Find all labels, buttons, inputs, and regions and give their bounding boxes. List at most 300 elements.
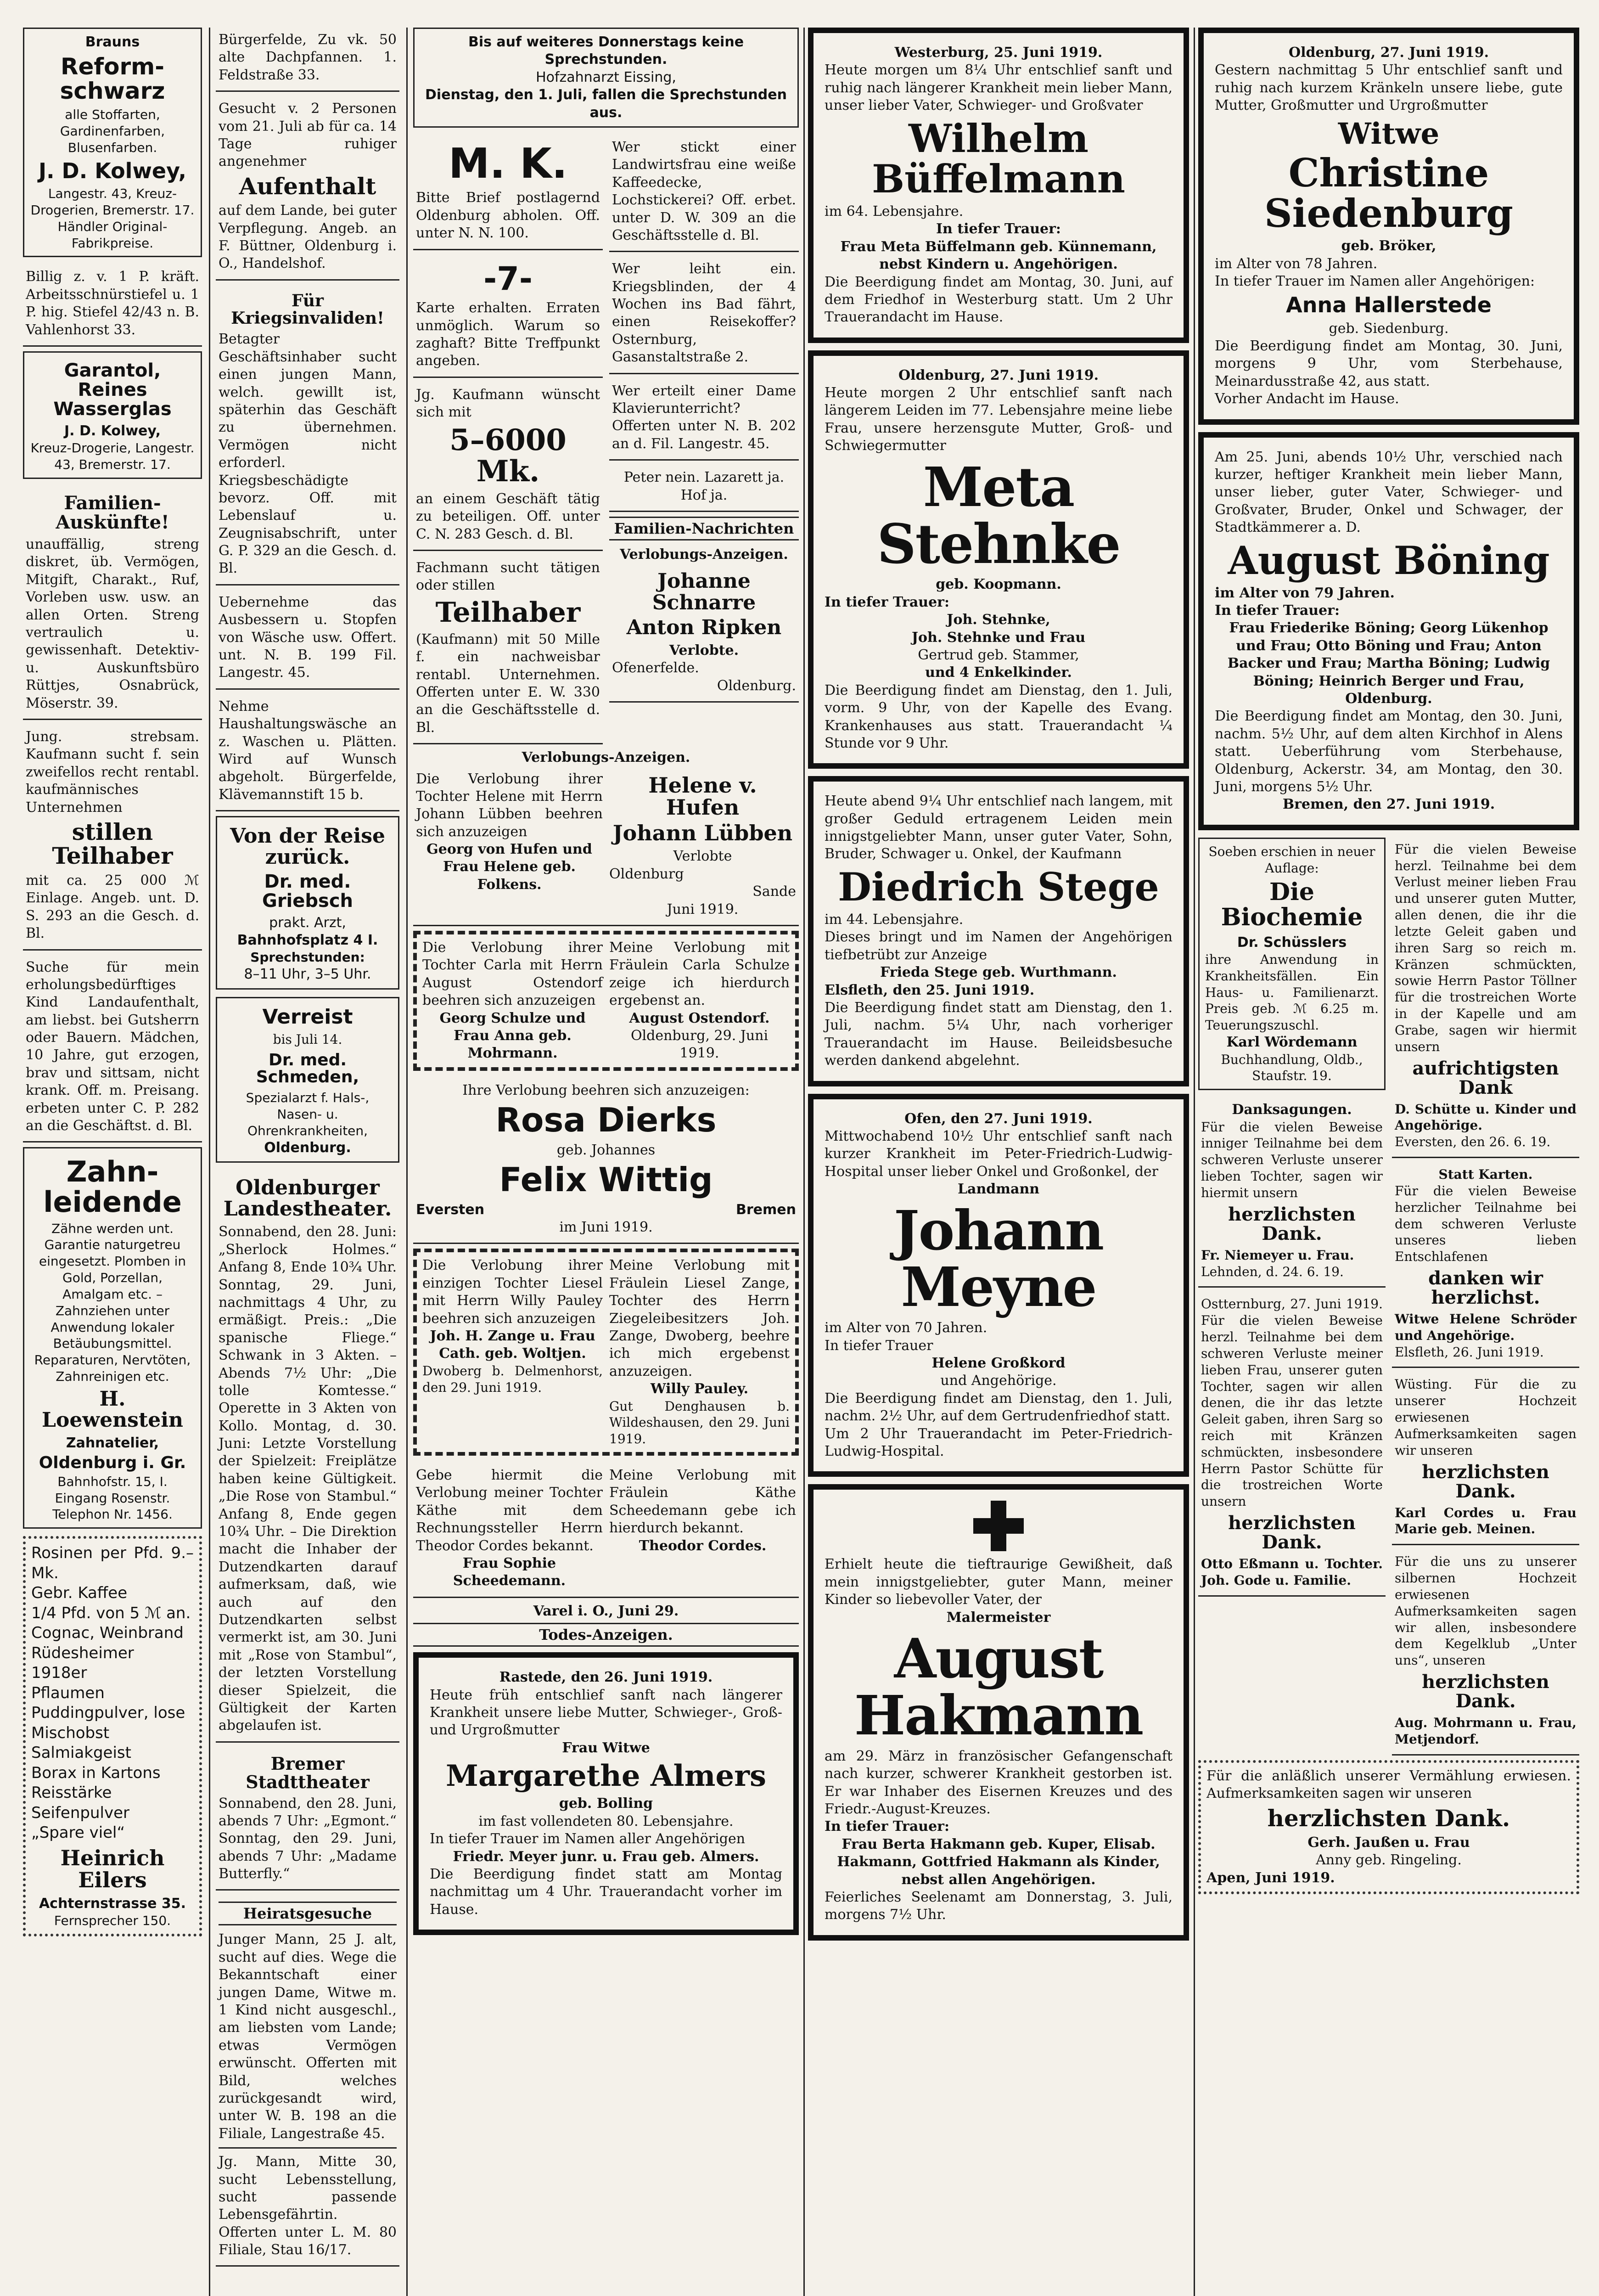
ad-place: Bremen, den 27. Juni 1919. bbox=[1282, 796, 1495, 813]
ad-birthname: geb. Bolling bbox=[559, 1795, 653, 1812]
ad-verlobung-zange bbox=[413, 1249, 799, 1456]
ad-address: Kreuz-Drogerie, Langestr. 43, Bremerstr. 17. bbox=[30, 440, 195, 473]
ad-name: Rosa Dierks bbox=[495, 1101, 717, 1140]
ad-body: Betagter Geschäftsinhaber sucht einen jungen Mann, welch. gewillt ist, späterhin das Geschäft zu übernehmen. Vermögen nicht erforderl. Kriegsbeschädigte bevorz. Off. mit Lebenslauf u. Zeugnisabschrift, unter G. P. 329 an die Gesch. d. Bl. bbox=[219, 331, 397, 577]
section-header: Todes-Anzeigen. bbox=[413, 1623, 799, 1647]
ad-signature: Joh. Stehnke, bbox=[947, 612, 1050, 628]
ad-address: Achternstrasse 35. bbox=[39, 1895, 186, 1912]
ad-intro: Fachmann sucht tätigen oder stillen bbox=[416, 560, 600, 594]
column-1 bbox=[23, 28, 202, 2296]
ad-body: Zähne werden unt. Garantie naturgetreu eingesetzt. Plomben in Gold, Porzellan, Amalgam etc. – Zahnziehen unter Anwendung lokaler Betäubungsmittel. Reparaturen, Nervtöten, Zahnreinigen etc. bbox=[34, 1221, 191, 1384]
ad-text: In tiefer Trauer im Namen aller Angehörigen bbox=[430, 1831, 746, 1847]
ad-funeral: Die Beerdigung findet am Montag, den 30. Juni, nachm. 5½ Uhr, auf dem alten Kirchhof in Alens statt. Ueberführung vom Sterbehause, Oldenburg, Ackerstr. 34, am Montag, den 30. Juni, morgens 5½ Uhr. bbox=[1215, 708, 1563, 795]
ad-signature: Anny geb. Ringeling. bbox=[1316, 1852, 1462, 1868]
ad-label: Verlobte bbox=[673, 848, 732, 865]
ad-title: Von der Reise zurück. bbox=[230, 824, 386, 869]
ad-places bbox=[416, 1201, 796, 1219]
ad-text: Junger Mann, 25 J. alt, sucht auf dies. Wege die Bekanntschaft einer jungen Dame, Witwe m. 1 Kind nicht ausgeschl., am liebsten vom Lande; etwas Vermögen erwünscht. Offerten mit Bild, welches zurückgesandt wird, unter W. B. 198 an die Filiale, Langestraße 45. bbox=[219, 1931, 397, 2142]
ad-place: Elsfleth, den 25. Juni 1919. bbox=[825, 982, 1035, 998]
price-list-item: Cognac, Weinbrand bbox=[31, 1624, 184, 1643]
ad-text: Gebe hiermit die Verlobung meiner Tochter Käthe mit dem Rechnungssteller Herrn Theodor Cordes bekannt. bbox=[416, 1467, 603, 1554]
ad-place: Gut Denghausen b. Wildeshausen, den 29. Juni 1919. bbox=[609, 1398, 790, 1447]
ad-city: Oldenburg i. Gr. bbox=[39, 1453, 186, 1472]
ad-until: bis Juli 14. bbox=[273, 1031, 342, 1047]
ad-shop: J. D. Kolwey, bbox=[64, 423, 161, 439]
ad-title: Die Biochemie bbox=[1221, 878, 1363, 932]
ad-signature: und 4 Enkelkinder. bbox=[925, 664, 1072, 681]
ad-signature: Gerh. Jaußen u. Frau bbox=[1307, 1835, 1470, 1851]
obituary-siedenburg bbox=[1198, 28, 1579, 425]
ad-phone: Fernsprecher 150. bbox=[54, 1913, 171, 1928]
ad-text: In tiefer Trauer: bbox=[1215, 602, 1340, 619]
ad-text: Meine Verlobung mit Fräulein Liesel Zange, Tochter des Herrn Ziegeleibesitzers Joh. Zange, Dwoberg, beehre ich mich ergebenst anzuzeigen. bbox=[609, 1257, 790, 1379]
ad-signature: Fr. Niemeyer u. Frau. bbox=[1201, 1247, 1354, 1263]
ad-danksagung-mohrmann bbox=[1392, 1550, 1579, 1755]
ad-hours: 8–11 Uhr, 3–5 Uhr. bbox=[244, 966, 371, 983]
ad-date: Oldenburg, 27. Juni 1919. bbox=[1288, 45, 1489, 61]
ad-text: Für die vielen Beweise herzlicher Teilnahme bei dem schweren Verluste unseres lieben Entschlafenen bbox=[1395, 1183, 1577, 1265]
ad-birthname: geb. Koopmann. bbox=[936, 576, 1061, 593]
column-rule bbox=[209, 28, 210, 2296]
ad-lazarett bbox=[609, 465, 799, 512]
ad-text: Ostternburg, 27. Juni 1919. Für die vielen Beweise herzl. Teilnahme bei dem schweren Verluste meiner lieben Frau, unserer guten Tochter, sagen wir allen denen, die ihr das letzte Geleit gaben, ihren Sarg so reich mit Kränzen schmückten, insbesondere Herrn Pastor Schütte für die trostreichen Worte unsern bbox=[1201, 1296, 1383, 1509]
deceased-name: August Hakmann bbox=[854, 1626, 1143, 1747]
section-subheader: Verlobungs-Anzeigen. bbox=[522, 749, 690, 766]
ad-left bbox=[422, 1257, 603, 1447]
column-rule bbox=[803, 28, 805, 2296]
ad-place: Eversten bbox=[416, 1201, 485, 1218]
ad-name: Dr. med. Schmeden, bbox=[256, 1050, 359, 1087]
ad-title: herzlichsten Dank. bbox=[1422, 1671, 1549, 1712]
ad-text: Bürgerfelde, Zu vk. 50 alte Dachpfannen. 1. Feldstraße 33. bbox=[219, 32, 397, 83]
ad-name: Helene v. Hufen bbox=[648, 772, 757, 820]
ad-place: Varel i. O., Juni 29. bbox=[533, 1603, 679, 1619]
ad-date: Rastede, den 26. Juni 1919. bbox=[499, 1669, 713, 1686]
ad-title: Witwe bbox=[1338, 116, 1440, 151]
section-subheader: Statt Karten. bbox=[1438, 1167, 1533, 1182]
ad-body: Sonnabend, den 28. Juni: „Sherlock Holmes.“ Anfang 8, Ende 10¾ Uhr. Sonntag, 29. Juni, nachmittags 4 Uhr, zu ermäßigt. Preis.: „Die spanische Fliege.“ Schwank in 3 Akten. – Abends 7½ Uhr: „Die tolle Komtesse.“ Operette in 3 Akten von Kollo. Montag, d. 30. Juni: Letzte Vorstellung der Spielzeit: Freiplätze haben keine Gültigkeit. „Die Rose von Stambul.“ Anfang 8, Ende gegen 10¾ Uhr. – Die Direktion macht die Inhaber der Dutzendkarten darauf aufmerksam, daß, wie auch auf den Dutzendkarten selbst vermerkt ist, am 30. Juni mit „Rose von Stambul“, der letzten Vorstellung dieser Spielzeit, die Gültigkeit der Karten abgelaufen ist. bbox=[219, 1224, 397, 1734]
small-ads-left bbox=[1198, 838, 1386, 1760]
ad-address: Langestr. 43, Kreuz-Drogerien, Bremerstr. 17. Händler Original-Fabrikpreise. bbox=[30, 186, 195, 251]
ad-funeral: Vorher Andacht im Hause. bbox=[1215, 391, 1399, 407]
ad-signature: Georg von Hufen und Frau Helene geb. Folkens. bbox=[426, 841, 592, 893]
ad-title: -7- bbox=[483, 259, 533, 298]
ad-body: unauffällig, streng diskret, üb. Vermögen, Mitgift, Charakt., Ruf, Vorleben usw. usw. an allen Orten. Streng vertraulich u. gewissenhaft. Detektiv- u. Auskunftsbüro Rüttjes, Osnabrück, Möserstr. 39. bbox=[26, 536, 199, 711]
ad-danksagung-schroeder bbox=[1392, 1163, 1579, 1368]
ad-name: Felix Wittig bbox=[499, 1160, 713, 1199]
ad-verlobung-dierks bbox=[413, 1078, 799, 1244]
ad-verlobung-schulze bbox=[413, 931, 799, 1071]
ad-text: Die Verlobung ihrer Tochter Carla mit Herrn August Ostendorf beehren sich anzuzeigen bbox=[422, 939, 603, 1009]
ad-signature: Anna Hallerstede bbox=[1286, 293, 1492, 318]
ad-body: (Kaufmann) mit 50 Mille f. ein nachweisbar rentabl. Unternehmen. Offerten unter E. W. 330 an die Geschäftsstelle d. Bl. bbox=[416, 631, 600, 736]
ad-reisekoffer bbox=[609, 257, 799, 374]
ad-kaufmann bbox=[413, 383, 603, 551]
ad-title: aufrichtigsten Dank bbox=[1412, 1057, 1559, 1098]
ad-auskuenfte bbox=[23, 486, 202, 720]
ad-title: Oldenburger Landestheater. bbox=[223, 1176, 392, 1221]
ad-title: herzlichsten Dank. bbox=[1422, 1461, 1549, 1502]
ad-age: im 64. Lebensjahre. bbox=[825, 203, 964, 219]
deceased-name: Wilhelm Büffelmann bbox=[872, 115, 1125, 202]
small-ads-right bbox=[1392, 838, 1579, 1760]
column-rule bbox=[1194, 28, 1195, 2296]
ad-place: Oldenburg. bbox=[717, 677, 796, 694]
small-ads-row bbox=[413, 135, 799, 749]
ad-author: Dr. Schüsslers bbox=[1237, 934, 1347, 951]
column-rule bbox=[406, 28, 408, 2296]
ad-signature: Witwe Helene Schröder und Angehörige. bbox=[1395, 1311, 1577, 1343]
deceased-name: Meta Stehnke bbox=[877, 455, 1120, 576]
ad-date: Ofen, den 27. Juni 1919. bbox=[904, 1110, 1093, 1127]
ad-kriegsinvaliden bbox=[216, 285, 399, 585]
ad-body: ihre Anwendung in Krankheitsfällen. Ein Haus- u. Familienarzt. Preis geb. ℳ 6.25 m. Teuerungszuschl. bbox=[1205, 952, 1379, 1033]
ad-left bbox=[422, 939, 603, 1063]
ad-body: mit ca. 25 000 ℳ Einlage. Angeb. unt. D. S. 293 an die Gesch. d. Bl. bbox=[26, 872, 199, 942]
ad-right bbox=[609, 1257, 790, 1447]
ad-role: Zahnatelier, bbox=[66, 1435, 159, 1452]
ad-text: Wer stickt einer Landwirtsfrau eine weiße Kaffeedecke, Lochstickerei? Off. erbet. unter D. W. 309 an die Geschäftsstelle d. Bl. bbox=[612, 139, 796, 243]
ad-teilhaber-gesucht bbox=[413, 556, 603, 744]
ad-signature: Gertrud geb. Stammer, bbox=[918, 647, 1079, 663]
ad-eilers bbox=[23, 1536, 202, 1936]
ad-griebsch bbox=[216, 816, 399, 989]
deceased-name: Margarethe Almers bbox=[446, 1759, 766, 1794]
obituary-bueffelmann bbox=[808, 28, 1189, 343]
ad-title: Für Kriegsinvaliden! bbox=[231, 291, 384, 328]
deceased-name: Johann Meyne bbox=[893, 1198, 1104, 1319]
ad-title: danken wir herzlichst. bbox=[1428, 1267, 1543, 1308]
ad-place: Dwoberg b. Delmenhorst, den 29. Juni 1919. bbox=[422, 1363, 603, 1395]
ad-body: Karte erhalten. Erraten unmöglich. Warum so zaghaft? Bitte Treffpunkt angeben. bbox=[416, 300, 600, 369]
column-5 bbox=[1198, 28, 1579, 2296]
ad-text: Uebernehme das Ausbessern u. Stopfen von Wäsche usw. Offert. unt. N. B. 199 Fil. Langestr. 45. bbox=[219, 594, 397, 681]
price-list-item: Borax in Kartons bbox=[31, 1763, 161, 1782]
ad-right bbox=[609, 771, 796, 918]
ad-reformschwarz bbox=[23, 28, 202, 257]
ad-mk bbox=[413, 135, 603, 250]
ad-signature: Aug. Mohrmann u. Frau, Metjendorf. bbox=[1395, 1715, 1577, 1747]
ad-title: Zahn-leidende bbox=[43, 1155, 182, 1219]
column-3 bbox=[413, 28, 799, 2296]
ad-danksagung-jaussen bbox=[1198, 1760, 1579, 1894]
ad-title: Verreist bbox=[262, 1005, 353, 1029]
ad-funeral: Die Beerdigung findet am Dienstag, den 1. Juli, vorm. 9 Uhr, von der Kapelle des Evang. Krankenhauses aus statt. Trauerandacht ¼ Stunde vor 9 Uhr. bbox=[825, 682, 1173, 751]
ad-title: Familien-Auskünfte! bbox=[56, 492, 169, 534]
ad-name: Karl Wördemann bbox=[1226, 1034, 1358, 1051]
ad-signature: und Angehörige. bbox=[940, 1373, 1057, 1389]
ad-birthname: geb. Johannes bbox=[556, 1142, 656, 1158]
ad-text: Die Verlobung ihrer Tochter Helene mit Herrn Johann Lübben beehren sich anzuzeigen bbox=[416, 771, 603, 840]
ad-landestheater bbox=[216, 1170, 399, 1743]
section-header: Heiratsgesuche bbox=[219, 1902, 397, 1925]
ad-body: alle Stoffarten, Gardinenfarben, Blusenfarben. bbox=[60, 107, 165, 156]
ad-landaufenthalt bbox=[23, 955, 202, 1143]
price-list bbox=[31, 1543, 194, 1843]
ad-text: Heute morgen 2 Uhr entschlief sanft nach längerem Leiden im 77. Lebensjahre meine liebe Frau, unsere herzensgute Mutter, Groß- und Schwiegermutter bbox=[825, 385, 1173, 454]
ad-dachpfannen bbox=[216, 28, 399, 92]
ad-verlobung-hufen bbox=[413, 767, 799, 926]
ad-text: Für die vielen Beweise inniger Teilnahme bei dem schweren Verluste unserer lieben Tochter, sagen wir hiermit unsern bbox=[1201, 1119, 1383, 1200]
ad-text: In tiefer Trauer: bbox=[825, 594, 950, 610]
price-list-item: Reisstärke bbox=[31, 1784, 112, 1802]
ad-signature: Friedr. Meyer junr. u. Frau geb. Almers. bbox=[453, 1848, 759, 1865]
ad-address: Buchhandlung, Oldb., Staufstr. 19. bbox=[1221, 1052, 1363, 1084]
ad-text: am 29. März in französischer Gefangenschaft nach kurzer, schwerer Krankheit gestorben ist. Er war Inhaber des Eisernen Kreuzes und des Friedr.-August-Kreuzes. bbox=[825, 1748, 1173, 1817]
ad-stiefel bbox=[23, 264, 202, 347]
ad-bremer-stadttheater bbox=[216, 1747, 399, 1891]
ad-intro: Soeben erschien in neuer Auflage: bbox=[1208, 844, 1375, 876]
ad-signature: Frau Sophie Scheedemann. bbox=[453, 1555, 566, 1589]
ad-text: In tiefer Trauer bbox=[825, 1337, 933, 1354]
ad-text: Wer leiht ein. Kriegsblinden, der 4 Wochen ins Bad fährt, einen Reisekoffer? Osternburg, Gasanstaltstraße 2. bbox=[612, 261, 796, 366]
ad-text: Peter nein. Lazarett ja. Hof ja. bbox=[623, 469, 785, 503]
ad-signature: Otto Eßmann u. Tochter. Joh. Gode u. Familie. bbox=[1201, 1556, 1383, 1588]
ad-hours-label: Sprechstunden: bbox=[250, 950, 365, 965]
ad-role: prakt. Arzt, bbox=[269, 914, 346, 931]
ad-age: im Alter von 79 Jahren. bbox=[1215, 585, 1395, 601]
ad-zahnatelier bbox=[23, 1147, 202, 1529]
ad-signature: Frieda Stege geb. Wurthmann. bbox=[880, 964, 1117, 981]
ad-title: herzlichsten Dank. bbox=[1228, 1512, 1356, 1553]
obituary-stege bbox=[808, 776, 1189, 1086]
ad-body: an einem Geschäft tätig zu beteiligen. Off. unter C. N. 283 Gesch. d. Bl. bbox=[416, 490, 600, 542]
ad-text: Nehme Haushaltungswäsche an z. Waschen u. Plätten. Wird auf Wunsch abgeholt. Bürgerfelde, Klävemannstift 15 b. bbox=[219, 698, 397, 803]
deceased-name: Diedrich Stege bbox=[838, 864, 1159, 910]
ad-text: Meine Verlobung mit Fräulein Carla Schulze zeige ich hierdurch ergebenst an. bbox=[609, 939, 790, 1009]
ad-name: Johann Lübben bbox=[612, 821, 793, 846]
ad-seven bbox=[413, 255, 603, 378]
ad-text: In tiefer Trauer im Namen aller Angehörigen: bbox=[1215, 273, 1535, 289]
ad-funeral: Um 2 Uhr Trauerandacht im Peter-Friedrich-Ludwig-Hospital. bbox=[825, 1425, 1173, 1460]
price-list-item: Puddingpulver, lose bbox=[31, 1704, 185, 1722]
ad-funeral: Feierliches Seelenamt am Donnerstag, 3. Juli, morgens 7½ Uhr. bbox=[825, 1889, 1173, 1923]
ad-title: stillen Teilhaber bbox=[52, 818, 173, 870]
ad-role: Spezialarzt f. Hals-, Nasen- u. Ohrenkrankheiten, bbox=[246, 1090, 370, 1138]
ad-left bbox=[416, 1467, 603, 1590]
obituary-stehnke bbox=[808, 350, 1189, 769]
ad-text: Billig z. v. 1 P. kräft. Arbeitsschnürstiefel u. 1 P. hig. Stiefel 42/43 n. B. Vahlenhorst 33. bbox=[26, 269, 199, 338]
price-list-item: „Spare viel“ bbox=[31, 1823, 125, 1842]
ad-title: M. K. bbox=[448, 139, 567, 188]
ad-signature: Helene Großkord bbox=[931, 1355, 1066, 1372]
ad-right bbox=[609, 939, 790, 1063]
ad-text: Für die anläßlich unserer Vermählung erwiesen. Aufmerksamkeiten sagen wir unseren bbox=[1206, 1767, 1571, 1802]
price-list-item: Seifenpulver bbox=[31, 1803, 129, 1822]
ad-title: Frau Witwe bbox=[562, 1739, 650, 1756]
obituary-meyne bbox=[808, 1094, 1189, 1477]
ad-text: Erhielt heute die tieftraurige Gewißheit, daß mein innigstgeliebter, guter Mann, meiner Kinder so liebevoller Vater, der bbox=[825, 1556, 1173, 1608]
ad-title: Reform-schwarz bbox=[60, 53, 165, 104]
price-list-item: 1/4 Pfd. von 5 ℳ an. bbox=[31, 1604, 191, 1622]
ad-text: Heute abend 9¼ Uhr entschlief nach langem, mit großer Geduld ertragenem Leiden mein innigstgeliebter Mann, unser guter Vater, Sohn, Bruder, Schwager u. Onkel, der Kaufmann bbox=[825, 793, 1173, 862]
ad-intro: Jg. Kaufmann wünscht sich mit bbox=[416, 386, 600, 421]
ad-brand: Brauns bbox=[85, 34, 140, 50]
section-subheader: Danksagungen. bbox=[1232, 1102, 1352, 1118]
ad-role: Malermeister bbox=[946, 1609, 1051, 1626]
column-2 bbox=[216, 28, 399, 2296]
price-list-item: Gebr. Kaffee bbox=[31, 1584, 128, 1603]
ad-address: Bahnhofstr. 15, I. Eingang Rosenstr. bbox=[55, 1474, 170, 1506]
ad-name: Dr. med. Griebsch bbox=[262, 871, 353, 912]
ad-body: Bitte Brief postlagernd Oldenburg abholen. Off. unter N. N. 100. bbox=[416, 190, 600, 242]
ad-place: Elsfleth, 26. Juni 1919. bbox=[1395, 1344, 1544, 1360]
ad-place: Oldenburg bbox=[609, 866, 684, 882]
ad-signature: Frau Meta Büffelmann geb. Künnemann, bbox=[840, 238, 1157, 255]
ad-signature: Georg Schulze und Frau Anna geb. Mohrmann. bbox=[439, 1010, 586, 1062]
ad-text: Mittwochabend 10½ Uhr entschlief sanft nach kurzer Krankheit im Peter-Friedrich-Ludwig-Hospital unser lieber Onkel und Großonkel, der bbox=[825, 1128, 1173, 1180]
price-list-item: Rosinen per Pfd. 9.– Mk. bbox=[31, 1544, 194, 1582]
ad-age: im Alter von 78 Jahren. bbox=[1215, 255, 1378, 272]
ad-place: Oldenburg, 29. Juni 1919. bbox=[630, 1027, 769, 1062]
ad-text: Die Verlobung ihrer einzigen Tochter Liesel mit Herrn Willy Pauley beehren sich anzuzeigen bbox=[422, 1257, 603, 1327]
ad-funeral: Die Beerdigung findet am Montag, 30. Juni, morgens 9 Uhr, vom Sterbehause, Meinardusstraße 42, aus statt. bbox=[1215, 338, 1563, 389]
ad-signature: August Ostendorf. bbox=[629, 1010, 770, 1026]
ad-text: Bis auf weiteres Donnerstags keine Sprechstunden. bbox=[468, 34, 744, 68]
ad-danksagung-schuette bbox=[1392, 838, 1579, 1158]
ad-date: Oldenburg, 27. Juni 1919. bbox=[898, 367, 1099, 383]
ad-place: Ofenerfelde. bbox=[612, 660, 699, 676]
ad-text: Dieses bringt und im Namen der Angehörigen tiefbetrübt zur Anzeige bbox=[825, 929, 1173, 963]
ad-name: Anton Ripken bbox=[626, 615, 782, 639]
ad-signature: Willy Pauley. bbox=[650, 1381, 749, 1397]
ad-title: Aufenthalt bbox=[239, 172, 376, 200]
ad-body: Sonnabend, den 28. Juni, abends 7 Uhr: „Egmont.“ Sonntag, den 29. Juni, abends 7 Uhr: „Madame Butterfly.“ bbox=[219, 1795, 397, 1882]
ad-date: im Juni 1919. bbox=[559, 1219, 653, 1236]
ad-text: Wüsting. Für die zu unserer Hochzeit erwiesenen Aufmerksamkeiten sagen wir unseren bbox=[1395, 1377, 1577, 1458]
ad-shop: J. D. Kolwey, bbox=[38, 158, 187, 183]
ad-name: H. Loewenstein bbox=[42, 1387, 183, 1432]
ad-title: herzlichsten Dank. bbox=[1228, 1203, 1356, 1244]
ad-text: Jg. Mann, Mitte 30, sucht Lebensstellung, sucht passende Lebensgefährtin. Offerten unter L. M. 80 Filiale, Stau 16/17. bbox=[219, 2154, 397, 2258]
ad-place: Lehnden, d. 24. 6. 19. bbox=[1201, 1264, 1344, 1279]
ad-text: Am 25. Juni, abends 10½ Uhr, verschied nach kurzer, heftiger Krankheit mein lieber Mann, unser lieber, guter Vater, Schwieger- und Großvater, Bruder, Onkel und Schwager, der Stadtkämmerer a. D. bbox=[1215, 449, 1563, 536]
ad-date: Juni 1919. bbox=[667, 901, 739, 917]
column-4 bbox=[808, 28, 1189, 2296]
ad-verlobung-schnarre bbox=[609, 563, 799, 703]
ad-signature: D. Schütte u. Kinder und Angehörige. bbox=[1395, 1101, 1577, 1133]
ad-biochemie bbox=[1198, 838, 1386, 1090]
ad-signature: Karl Cordes u. Frau Marie geb. Meinen. bbox=[1395, 1505, 1577, 1537]
ad-text: Dienstag, den 1. Juli, fallen die Sprechstunden aus. bbox=[425, 87, 787, 121]
ad-signature: nebst Kindern u. Angehörigen. bbox=[879, 256, 1118, 273]
ad-place: Apen, Juni 1919. bbox=[1206, 1869, 1335, 1886]
ad-intro: Gesucht v. 2 Personen vom 21. Juli ab für ca. 14 Tage ruhiger angenehmer bbox=[219, 101, 397, 170]
ad-eissing bbox=[413, 28, 799, 128]
price-list-item: Salmiakgeist bbox=[31, 1744, 131, 1762]
ad-funeral: Die Beerdigung findet statt am Montag nachmittag um 4 Uhr. Trauerandacht vorher im Hause. bbox=[430, 1866, 782, 1918]
divider bbox=[219, 2147, 397, 2149]
ad-text: Suche für mein erholungsbedürftiges Kind Landaufenthalt, am liebst. bei Gutsherrn oder Bauern. Mädchen, 10 Jahre, gut erzogen, brav und sittsam, nicht krank. Off. m. Preisang. erbeten unter C. P. 282 an die Geschäftst. d. Bl. bbox=[26, 959, 199, 1134]
section-header: Familien-Nachrichten bbox=[609, 517, 799, 540]
ad-signature: Joh. Stehnke und Frau bbox=[911, 629, 1086, 646]
ad-phone: Telephon Nr. 1456. bbox=[52, 1507, 173, 1522]
ad-intro: Ihre Verlobung beehren sich anzuzeigen: bbox=[462, 1082, 750, 1098]
ad-teilhaber bbox=[23, 725, 202, 951]
deceased-name: August Böning bbox=[1228, 537, 1550, 583]
ad-left bbox=[416, 771, 603, 918]
ad-waesche bbox=[216, 590, 399, 690]
ad-text: Für die uns zu unserer silbernen Hochzeit erwiesenen Aufmerksamkeiten sagen wir allen, insbesondere dem Kegelklub „Unter uns“, unseren bbox=[1395, 1554, 1577, 1668]
small-ads-row bbox=[1198, 838, 1579, 1760]
ad-place: Eversten, den 26. 6. 19. bbox=[1395, 1134, 1551, 1150]
ad-title: Teilhaber bbox=[435, 596, 581, 629]
ad-date: Westerburg, 25. Juni 1919. bbox=[894, 45, 1103, 61]
ad-signature: geb. Siedenburg. bbox=[1329, 320, 1449, 337]
ad-verlobung-cordes bbox=[413, 1463, 799, 1598]
obituary-boening bbox=[1198, 432, 1579, 830]
ad-danksagung-essmann bbox=[1198, 1292, 1386, 1596]
ad-text: Meine Verlobung mit Fräulein Käthe Scheedemann gebe ich hierdurch bekannt. bbox=[609, 1467, 796, 1536]
ad-funeral: Die Beerdigung findet statt am Dienstag, den 1. Juli, nachm. 5¼ Uhr, nach vorheriger Trauerandacht im Hause. Beileidsbesuche werden dankend abgelehnt. bbox=[825, 1000, 1173, 1069]
ad-name: Hofzahnarzt Eissing, bbox=[536, 69, 676, 85]
ad-wasserglas bbox=[23, 351, 202, 479]
ad-name: Heinrich Eilers bbox=[60, 1845, 165, 1893]
section-subheader: Verlobungs-Anzeigen. bbox=[620, 546, 788, 563]
ad-haushalt bbox=[216, 694, 399, 811]
ad-label: Verlobte. bbox=[669, 642, 739, 658]
deceased-name: Christine Siedenburg bbox=[1264, 150, 1514, 236]
ad-heiratsgesuche bbox=[216, 1895, 399, 2267]
ad-signature: Frau Berta Hakmann geb. Kuper, Elisab. Hakmann, Gottfried Hakmann als Kinder, nebst allen Angehörigen. bbox=[837, 1836, 1160, 1888]
ad-signature: Frau Friederike Böning; Georg Lükenhop und Frau; Otto Böning und Frau; Anton Backer und Frau; Martha Böning; Ludwig Böning; Heinrich Berger und Frau, Oldenburg. bbox=[1227, 620, 1550, 707]
price-list-item: Mischobst bbox=[31, 1723, 110, 1742]
ad-city: Oldenburg. bbox=[264, 1139, 351, 1156]
ad-title: Bremer Stadttheater bbox=[246, 1753, 370, 1792]
ad-aufenthalt bbox=[216, 96, 399, 281]
ad-text: Wer erteilt einer Dame Klavierunterricht? Offerten unter N. B. 202 an d. Fil. Langestr. 45. bbox=[612, 383, 796, 452]
iron-cross-icon bbox=[973, 1501, 1024, 1551]
ad-age: im fast vollendeten 80. Lebensjahre. bbox=[478, 1813, 734, 1829]
ad-intro: Jung. strebsam. Kaufmann sucht f. sein zweifellos recht rentabl. kaufmännisches Unternehmen bbox=[26, 729, 199, 816]
ad-schmeden bbox=[216, 997, 399, 1163]
ad-amount: 5–6000 Mk. bbox=[449, 423, 567, 489]
ad-funeral: Die Beerdigung findet am Dienstag, den 1. Juli, nachm. 2½ Uhr, auf dem Gertrudenfriedhof statt. bbox=[825, 1390, 1173, 1424]
ad-place: Sande bbox=[752, 884, 796, 900]
ad-text: Heute morgen um 8¼ Uhr entschlief sanft und ruhig nach längerer Krankheit mein lieber Mann, unser lieber Vater, Schwieger- und Großvater bbox=[825, 62, 1173, 114]
small-ads-left bbox=[413, 135, 603, 749]
ad-signature: Theodor Cordes. bbox=[639, 1537, 767, 1554]
ad-right bbox=[609, 1467, 796, 1590]
ad-body: auf dem Lande, bei guter Verpflegung. Angeb. an F. Büttner, Oldenburg i. O., Handelshof. bbox=[219, 203, 397, 272]
ad-place: Bremen bbox=[736, 1201, 796, 1218]
ad-name: Johanne Schnarre bbox=[652, 569, 756, 614]
ad-signature: Joh. H. Zange u. Frau Cath. geb. Woltjen. bbox=[430, 1328, 595, 1362]
ad-text: In tiefer Trauer: bbox=[825, 1818, 950, 1835]
ad-text: Heute früh entschlief sanft nach längerer Krankheit unsere liebe Mutter, Schwieger-, Groß- und Urgroßmutter bbox=[430, 1687, 782, 1739]
ad-danksagung-niemeyer bbox=[1198, 1097, 1386, 1288]
ad-title: Garantol, Reines Wasserglas bbox=[53, 360, 172, 420]
ad-text: Für die vielen Beweise herzl. Teilnahme bei dem Verlust meiner lieben Frau und unserer guten Mutter, allen denen, die ihr die letzte Geleit gaben und ihren Sarg so reich m. Kränzen schmückten, sowie Herrn Pastor Töllner für die trostreichen Worte in der Kapelle und am Grabe, sagen wir hiermit unsern bbox=[1395, 841, 1577, 1054]
obituary-almers bbox=[413, 1652, 799, 1935]
ad-role: Landmann bbox=[957, 1181, 1040, 1198]
small-ads-right bbox=[609, 135, 799, 749]
ad-text: Gestern nachmittag 5 Uhr entschlief sanft und ruhig nach kurzem Kränkeln unsere liebe, gute Mutter, Großmutter und Urgroßmutter bbox=[1215, 62, 1563, 114]
ad-age: im 44. Lebensjahre. bbox=[825, 912, 964, 928]
price-list-item: Pflaumen bbox=[31, 1683, 105, 1702]
ad-landwirt bbox=[609, 135, 799, 252]
obituary-hakmann bbox=[808, 1484, 1189, 1940]
ad-address: Bahnhofsplatz 4 I. bbox=[237, 932, 378, 948]
ad-funeral: Die Beerdigung findet am Montag, 30. Juni, auf dem Friedhof in Westerburg statt. Um 2 Uhr Trauerandacht im Hause. bbox=[825, 274, 1173, 326]
ad-age: im Alter von 70 Jahren. bbox=[825, 1320, 987, 1336]
ad-danksagung-cordes bbox=[1392, 1373, 1579, 1545]
price-list-item: Rüdesheimer 1918er bbox=[31, 1643, 134, 1683]
ad-klavier bbox=[609, 379, 799, 461]
ad-text: In tiefer Trauer: bbox=[936, 221, 1061, 237]
ad-birthname: geb. Bröker, bbox=[1341, 238, 1436, 254]
ad-title: herzlichsten Dank. bbox=[1267, 1804, 1510, 1832]
